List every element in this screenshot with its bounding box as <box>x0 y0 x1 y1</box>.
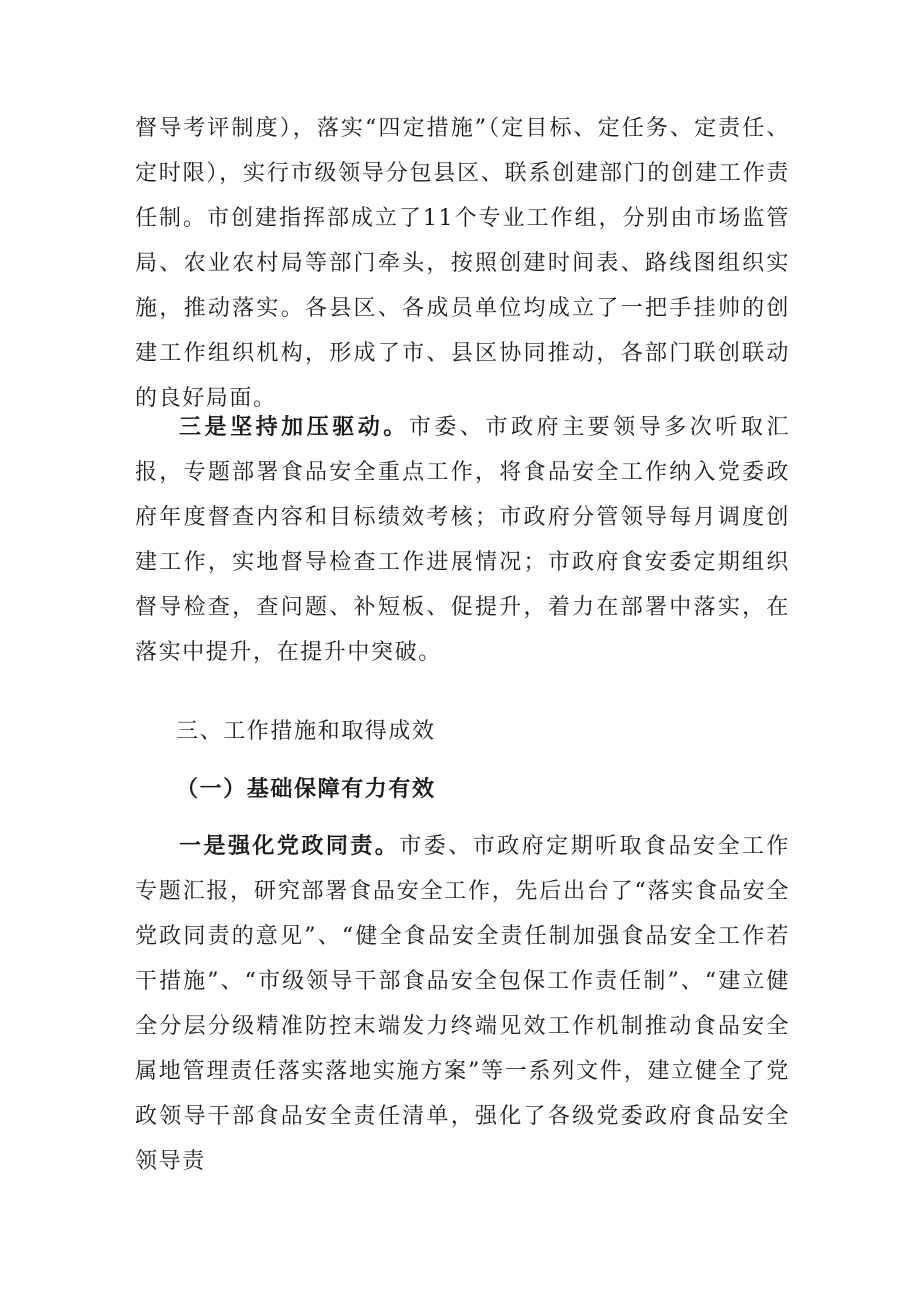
paragraph-pressure-drive <box>135 405 790 675</box>
paragraph-pressure-drive-lead: 三是坚持加压驱动。 <box>179 414 409 440</box>
paragraph-party-responsibility <box>135 824 790 1184</box>
subsection-heading: （一）基础保障有力有效 <box>176 776 436 802</box>
section-heading: 三、工作措施和取得成效 <box>176 719 436 744</box>
paragraph-party-responsibility-text: 市委、市政府定期听取食品安全工作专题汇报，研究部署食品安全工作，先后出台了“落实食品安全党政同责的意见”、“健全食品安全责任制加强食品安全工作若干措施”、“市级领导干部食品安全包保工作责任制”、“建立健全分层分级精准防控末端发力终端见效工作机制推动食品安全属地管理责任落实落地实施方案”等一系列文件，建立健全了党政领导干部食品安全责任清单，强化了各级党委政府食品安全领导责 <box>135 834 790 1174</box>
paragraph-pressure-drive-text: 市委、市政府主要领导多次听取汇报，专题部署食品安全重点工作，将食品安全工作纳入党委政府年度督查内容和目标绩效考核；市政府分管领导每月调度创建工作，实地督导检查工作进展情况；市政府食安委定期组织督导检查，查问题、补短板、促提升，着力在部署中落实，在落实中提升，在提升中突破。 <box>135 415 790 665</box>
paragraph-continued-text: 督导考评制度），落实“四定措施”（定目标、定任务、定责任、定时限），实行市级领导分包县区、联系创建部门的创建工作责任制。市创建指挥部成立了11个专业工作组，分别由市场监管局、农业农村局等部门牵头，按照创建时间表、路线图组织实施，推动落实。各县区、各成员单位均成立了一把手挂帅的创建工作组织机构，形成了市、县区协同推动，各部门联创联动的良好局面。 <box>135 116 790 411</box>
paragraph-party-responsibility-lead: 一是强化党政同责。 <box>179 833 400 859</box>
paragraph-continued <box>135 106 790 421</box>
